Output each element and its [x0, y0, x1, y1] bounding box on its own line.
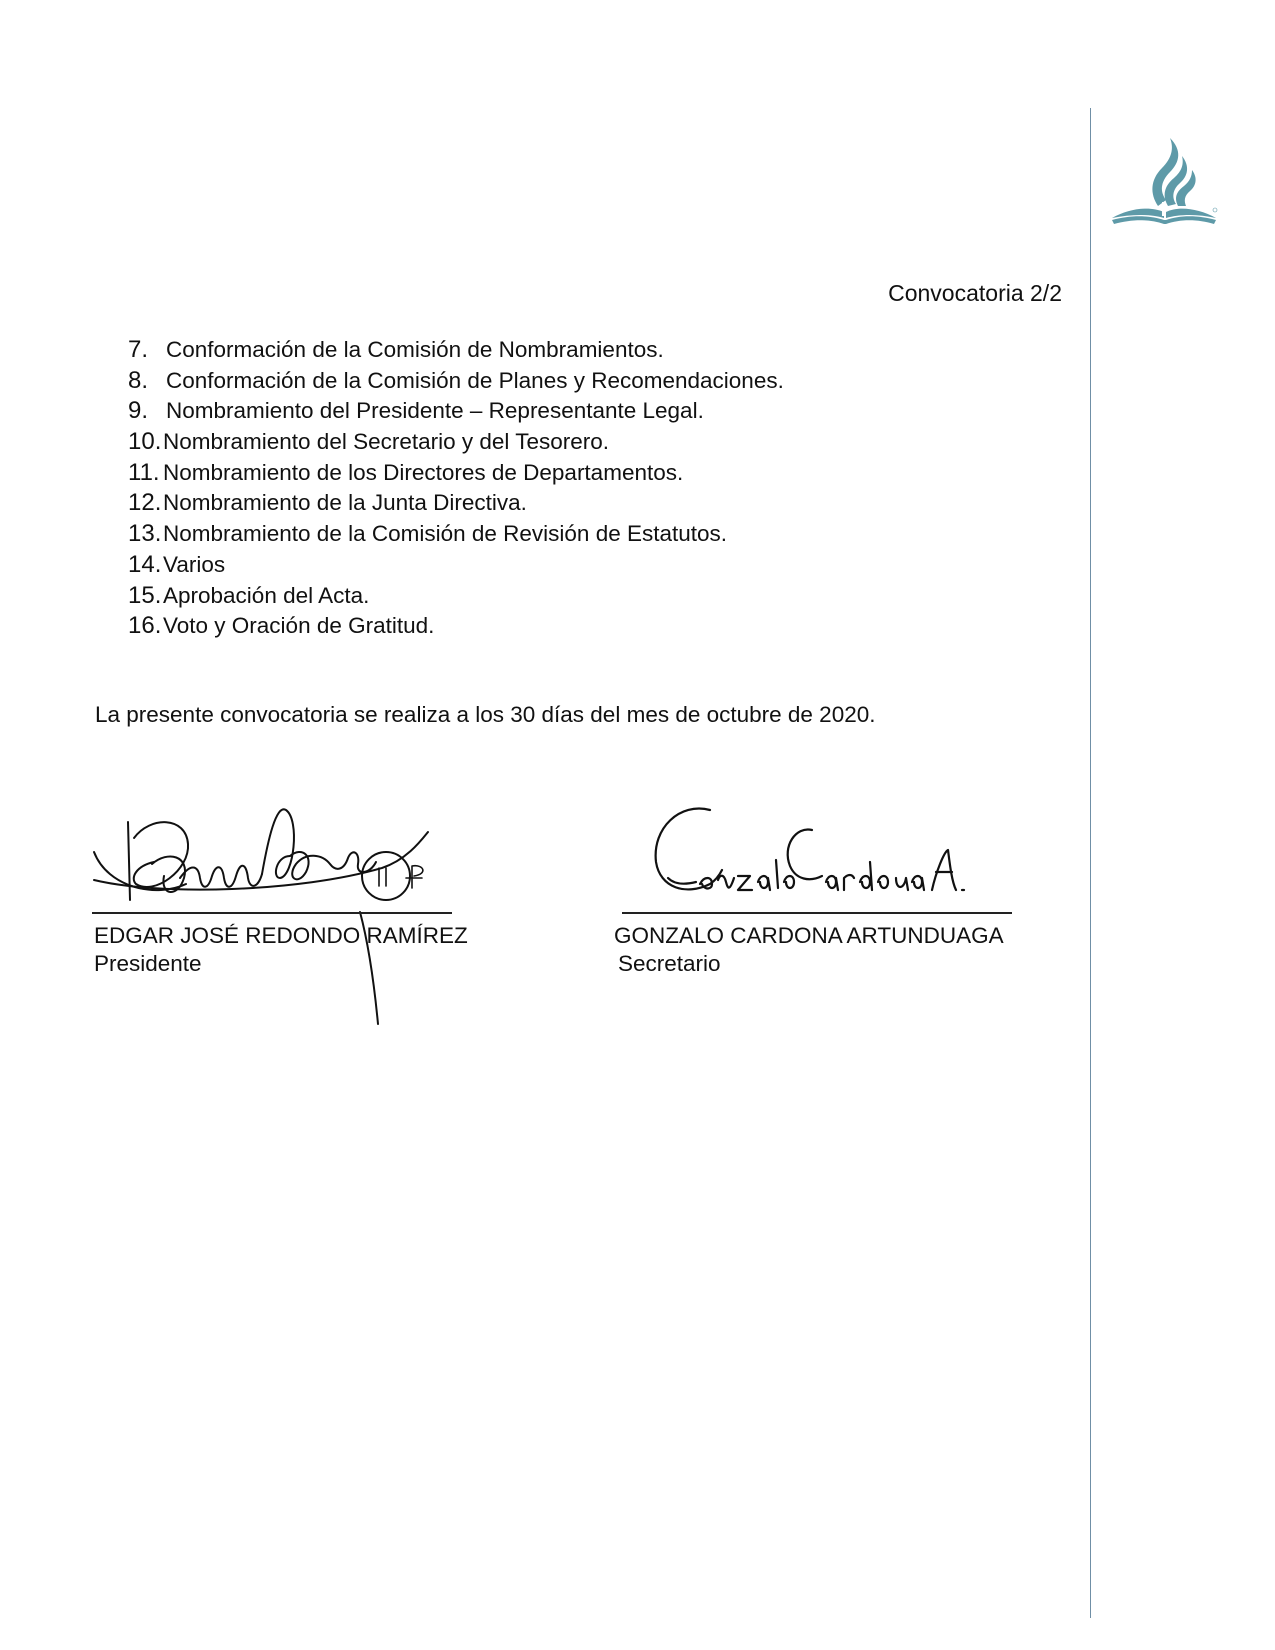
agenda-item-number: 13. — [128, 520, 162, 548]
agenda-item-number: 7. — [128, 336, 149, 363]
agenda-item-number: 8. — [128, 366, 149, 394]
signatory-name-secretary: GONZALO CARDONA ARTUNDUAGA — [614, 923, 1004, 948]
signatory-role-secretary: Secretario — [618, 951, 721, 976]
agenda-item-text: Nombramiento del Secretario y del Tesorero. — [163, 429, 610, 455]
agenda-item — [128, 428, 784, 459]
agenda-list — [128, 336, 784, 643]
agenda-item-number: 14. — [128, 550, 162, 578]
signature-line-secretary — [622, 912, 1012, 914]
agenda-item — [128, 551, 784, 582]
agenda-item — [128, 336, 784, 367]
agenda-item-text: Nombramiento de los Directores de Departamentos. — [163, 459, 684, 485]
agenda-item — [128, 582, 784, 613]
adventist-flame-bible-logo — [1110, 128, 1220, 228]
closing-statement: La presente convocatoria se realiza a los 30 días del mes de octubre de 2020. — [95, 702, 876, 727]
signature-line-president — [92, 912, 452, 914]
agenda-item-text: Nombramiento de la Comisión de Revisión de Estatutos. — [163, 521, 728, 547]
agenda-item-number: 15. — [128, 581, 162, 609]
agenda-item-text: Nombramiento del Presidente – Representante Legal. — [166, 398, 704, 424]
agenda-item-text: Aprobación del Acta. — [163, 582, 370, 608]
agenda-item — [128, 489, 784, 520]
agenda-item — [128, 612, 784, 643]
agenda-item — [128, 397, 784, 428]
signatory-name-president: EDGAR JOSÉ REDONDO RAMÍREZ — [94, 923, 468, 948]
agenda-item-text: Conformación de la Comisión de Nombramientos. — [166, 337, 664, 362]
side-rule — [1090, 108, 1091, 1618]
agenda-item — [128, 367, 784, 398]
agenda-item-number: 10. — [128, 428, 162, 456]
agenda-item-number: 9. — [128, 397, 149, 425]
president-signature — [90, 792, 490, 1042]
agenda-item-text: Voto y Oración de Gratitud. — [163, 613, 435, 639]
agenda-item-text: Varios — [163, 551, 226, 577]
agenda-item-number: 12. — [128, 489, 162, 517]
agenda-item — [128, 459, 784, 490]
agenda-item-text: Conformación de la Comisión de Planes y Recomendaciones. — [166, 367, 784, 393]
agenda-item-text: Nombramiento de la Junta Directiva. — [163, 490, 527, 516]
signatory-role-president: Presidente — [94, 951, 202, 976]
secretary-signature — [640, 800, 970, 920]
agenda-item — [128, 520, 784, 551]
page-indicator: Convocatoria 2/2 — [888, 280, 1062, 306]
agenda-item-number: 11. — [128, 458, 160, 486]
agenda-item-number: 16. — [128, 612, 162, 640]
